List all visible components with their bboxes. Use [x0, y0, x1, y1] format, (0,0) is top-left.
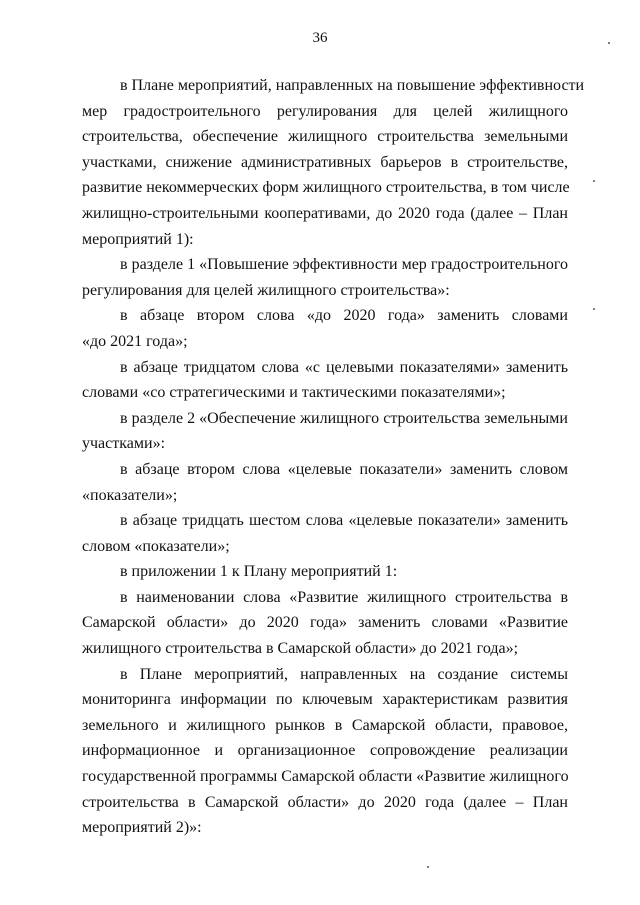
paragraph — [82, 559, 568, 585]
text-line: мероприятий 1): — [82, 230, 194, 248]
text-line: строительства, обеспечение жилищного строительства земельными — [82, 128, 568, 146]
paragraph — [82, 662, 568, 841]
text-line: в разделе 2 «Обеспечение жилищного строительства земельными — [120, 409, 568, 427]
text-line: словом «показатели»; — [82, 537, 230, 555]
paragraph — [82, 73, 585, 252]
paragraph — [82, 355, 568, 406]
paragraph — [82, 303, 568, 354]
text-line: в абзаце втором слова «до 2020 года» заменить словами — [120, 307, 568, 325]
text-line: в Плане мероприятий, направленных на повышение эффективности — [120, 77, 585, 94]
paragraph — [82, 252, 568, 303]
scan-speck — [593, 180, 595, 182]
text-line: в Плане мероприятий, направленных на создание системы — [120, 665, 568, 683]
text-line: «показатели»; — [82, 486, 178, 504]
document-body — [82, 73, 585, 841]
paragraph — [82, 406, 568, 457]
text-line: мероприятий 2)»: — [82, 819, 202, 837]
text-line: регулирования для целей жилищного строительства»: — [82, 281, 450, 299]
text-line: жилищного строительства в Самарской области» до 2021 года»; — [82, 640, 519, 658]
text-line: информационное и организационное сопровождение реализации — [82, 742, 568, 760]
paragraph — [82, 457, 568, 508]
text-line: земельного и жилищного рынков в Самарской области, правовое, — [82, 716, 568, 734]
text-line: развитие некоммерческих форм жилищного строительства, в том числе — [82, 179, 570, 197]
paragraph — [82, 508, 568, 559]
text-line: в абзаце тридцать шестом слова «целевые показатели» заменить — [120, 512, 568, 530]
text-line: словами «со стратегическими и тактическими показателями»; — [82, 384, 506, 402]
text-line: в абзаце тридцатом слова «с целевыми показателями» заменить — [120, 358, 568, 376]
text-line: Самарской области» до 2020 года» заменить словами «Развитие — [82, 614, 568, 632]
scan-speck — [593, 308, 595, 310]
text-line: «до 2021 года»; — [82, 332, 188, 350]
text-line: участками»: — [82, 435, 166, 453]
scan-speck — [608, 42, 610, 44]
paragraph — [82, 585, 568, 662]
page-number: 36 — [312, 30, 328, 46]
text-line: участками, снижение административных барьеров в строительстве, — [82, 153, 568, 171]
text-line: мониторинга информации по ключевым характеристикам развития — [82, 691, 568, 709]
text-line: государственной программы Самарской области «Развитие жилищного — [82, 768, 569, 786]
text-line: строительства в Самарской области» до 2020 года (далее – План — [82, 793, 568, 811]
text-line: мер градостроительного регулирования для целей жилищного — [82, 102, 568, 120]
text-line: в разделе 1 «Повышение эффективности мер градостроительного — [120, 256, 568, 274]
text-line: в приложении 1 к Плану мероприятий 1: — [120, 563, 398, 581]
scan-speck — [427, 866, 429, 868]
text-line: в абзаце втором слова «целевые показатели» заменить словом — [120, 460, 568, 478]
text-line: жилищно-строительными кооперативами, до 2020 года (далее – План — [82, 204, 568, 222]
text-line: в наименовании слова «Развитие жилищного строительства в — [120, 588, 568, 606]
